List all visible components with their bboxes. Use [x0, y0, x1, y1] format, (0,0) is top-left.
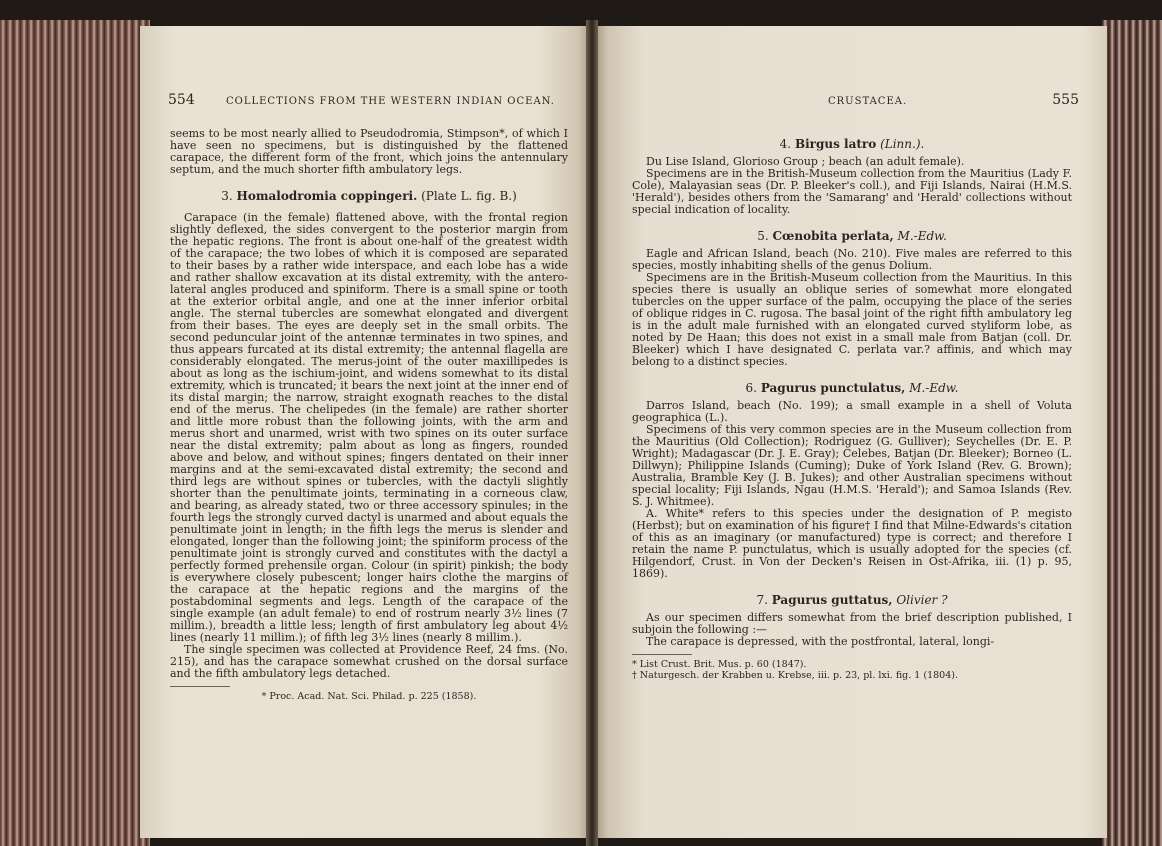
- species-name: Pagurus guttatus,: [771, 593, 893, 607]
- specimens-paragraph: Specimens are in the British-Museum collection from the Mauritius. In this species there is usually an oblique series of somewhat more elongated tubercles on the upper surface of the palm, occupying the place of the series of oblique ridges in C. rugosa. The basal joint of the right fifth ambulatory leg is in the adult male furnished with an elongated curved styliform lobe, as noted by De Haan; this does not exist in a small male from Batjan (coll. Dr. Bleeker) which I have designated C. perlata var.? affinis, and which may belong to a distinct species.: [632, 271, 1072, 368]
- heading-number: 6.: [745, 381, 757, 395]
- section-heading-5: [632, 230, 1072, 242]
- left-text-block: [170, 128, 568, 702]
- locality-paragraph: Darros Island, beach (No. 199); a small example in a shell of Voluta geographica (L.).: [632, 399, 1072, 424]
- heading-number: 5.: [757, 229, 769, 243]
- section-heading-6: [632, 382, 1072, 394]
- running-title-right: CRUSTACEA.: [828, 96, 908, 107]
- heading-number: 4.: [779, 137, 792, 151]
- plate-reference: (Plate L. fig. B.): [421, 189, 517, 203]
- section-heading-3: [170, 190, 568, 202]
- heading-number: 3.: [221, 189, 233, 203]
- footnote: * Proc. Acad. Nat. Sci. Philad. p. 225 (1858).: [261, 691, 477, 702]
- left-page-edges: [0, 20, 150, 846]
- locality-paragraph: Eagle and African Island, beach (No. 210). Five males are referred to this species, mostly inhabiting shells of the genus Dolium.: [632, 247, 1072, 272]
- author-name: Olivier ?: [896, 593, 948, 607]
- description-paragraph: Carapace (in the female) flattened above, with the frontal region slightly deflexed, the sides convergent to the posterior margin from the hepatic regions. The front is about one-half of the greatest width of the carapace; the two lobes of which it is composed are separated to their bases by a rather wide interspace, and each lobe has a wide and rather shallow excavation at its distal extremity, with the antero-lateral angles produced and spiniform. There is a small spine or tooth at the exterior orbital angle, and one at the inner inferior orbital angle. The sternal tubercles are somewhat elongated and divergent from their bases. The eyes are deeply set in the small orbits. The second peduncular joint of the antennæ terminates in two spines, and thus appears furcated at its distal extremity; the antennal flagella are considerably elongated. The merus-joint of the outer maxillipedes is about as long as the ischium-joint, and widens somewhat to its distal extremity, which is truncated; it bears the next joint at the inner end of its distal margin; the narrow, straight exognath reaches to the distal end of the merus. The chelipedes (in the female) are rather shorter and little more robust than the following joints, with the arm and merus short and unarmed, wrist with two spines on its outer surface near the distal extremity; palm about as long as fingers, rounded above and below, and without spines; fingers dentated on their inner margins and at the semi-excavated distal extremity; the second and third legs are without spines or tubercles, with the dactyli slightly shorter than the penultimate joints, terminating in a corneous claw, and bearing, as already stated, two or three accessory spinules; in the fourth legs the strongly curved dactyl is unarmed and about equals the penultimate joint in length; in the fifth legs the merus is slender and elongated, longer than the following joint; the spiniform process of the penultimate joint is strongly curved and constitutes with the dactyl a perfectly formed prehensile organ. Colour (in spirit) pinkish; the body is everywhere closely pubescent; longer hairs clothe the margins of the carapace at the hepatic regions and the margins of the postabdominal segments and legs. Length of the carapace of the single example (an adult female) to end of rostrum nearly 3½ lines (7 millim.), breadth a little less; length of first ambulatory leg about 4½ lines (nearly 11 millim.); of fifth leg 3½ lines (nearly 8 millim.).: [170, 211, 568, 644]
- section-heading-4: [632, 138, 1072, 150]
- specimens-paragraph: Specimens are in the British-Museum collection from the Mauritius (Lady F. Cole), Malayasian seas (Dr. P. Bleeker's coll.), and Fiji Islands, Nairai (H.M.S. 'Herald'), besides others from the 'Samarang' and 'Herald' collections without special indication of locality.: [632, 167, 1072, 216]
- footnote: † Naturgesch. der Krabben u. Krebse, iii. p. 23, pl. lxi. fig. 1 (1804).: [632, 670, 958, 681]
- species-name: Birgus latro: [794, 137, 877, 151]
- right-running-head: [620, 92, 1093, 112]
- specimens-paragraph: Specimens of this very common species are in the Museum collection from the Mauritius (Old Collection); Rodriguez (G. Gulliver); Seychelles (Dr. E. P. Wright); Madagascar (Dr. J. E. Gray); Celebes, Batjan (Dr. Bleeker); Borneo (L. Dillwyn); Philippine Islands (Cuming); Duke of York Island (Rev. G. Brown); Australia, Bramble Key (J. B. Jukes); and other Australian specimens without special locality; Fiji Islands, Ngau (H.M.S. 'Herald'); and Samoa Islands (Rev. S. J. Whitmee).: [632, 423, 1072, 508]
- species-name: Pagurus punctulatus,: [760, 381, 906, 395]
- page-number-right: 555: [1052, 92, 1079, 108]
- footnote-rule: [632, 654, 692, 655]
- section-heading-7: [632, 594, 1072, 606]
- running-title-left: COLLECTIONS FROM THE WESTERN INDIAN OCEAN.: [226, 96, 555, 107]
- species-name: Homalodromia coppingeri.: [236, 189, 418, 203]
- right-page-edges: [1102, 20, 1162, 846]
- right-page: [592, 26, 1107, 838]
- footnote-rule: [170, 686, 230, 687]
- left-running-head: [168, 92, 578, 112]
- heading-number: 7.: [756, 593, 768, 607]
- locality-paragraph: Du Lise Island, Glorioso Group ; beach (an adult female).: [646, 155, 965, 168]
- species-name: Cœnobita perlata,: [772, 229, 894, 243]
- author-name: M.-Edw.: [909, 381, 959, 395]
- left-page: [140, 26, 592, 838]
- author-name: (Linn.).: [880, 137, 925, 151]
- synonymy-paragraph: A. White* refers to this species under the designation of P. megisto (Herbst); but on examination of his figure† I find that Milne-Edwards's citation of this as an imaginary (or manufactured) type is correct; and therefore I retain the name P. punctulatus, which is usually adopted for the species (cf. Hilgendorf, Crust. in Von der Decken's Reisen in Ost-Afrika, iii. (1) p. 95, 1869).: [632, 507, 1072, 580]
- author-name: M.-Edw.: [897, 229, 947, 243]
- description-paragraph: The carapace is depressed, with the postfrontal, lateral, longi-: [646, 635, 995, 648]
- page-number-left: 554: [168, 92, 195, 108]
- book-gutter: [586, 20, 598, 846]
- collection-paragraph: The single specimen was collected at Providence Reef, 24 fms. (No. 215), and has the carapace somewhat crushed on the dorsal surface and the fifth ambulatory legs detached.: [170, 643, 568, 680]
- description-paragraph: As our specimen differs somewhat from the brief description published, I subjoin the following :—: [632, 611, 1072, 636]
- footnote: * List Crust. Brit. Mus. p. 60 (1847).: [632, 659, 807, 670]
- intro-paragraph: seems to be most nearly allied to Pseudodromia, Stimpson*, of which I have seen no specimens, but is distinguished by the flattened carapace, the different form of the front, which joins the antennulary septum, and the much shorter fifth ambulatory legs.: [170, 127, 568, 176]
- right-text-block: [632, 138, 1072, 681]
